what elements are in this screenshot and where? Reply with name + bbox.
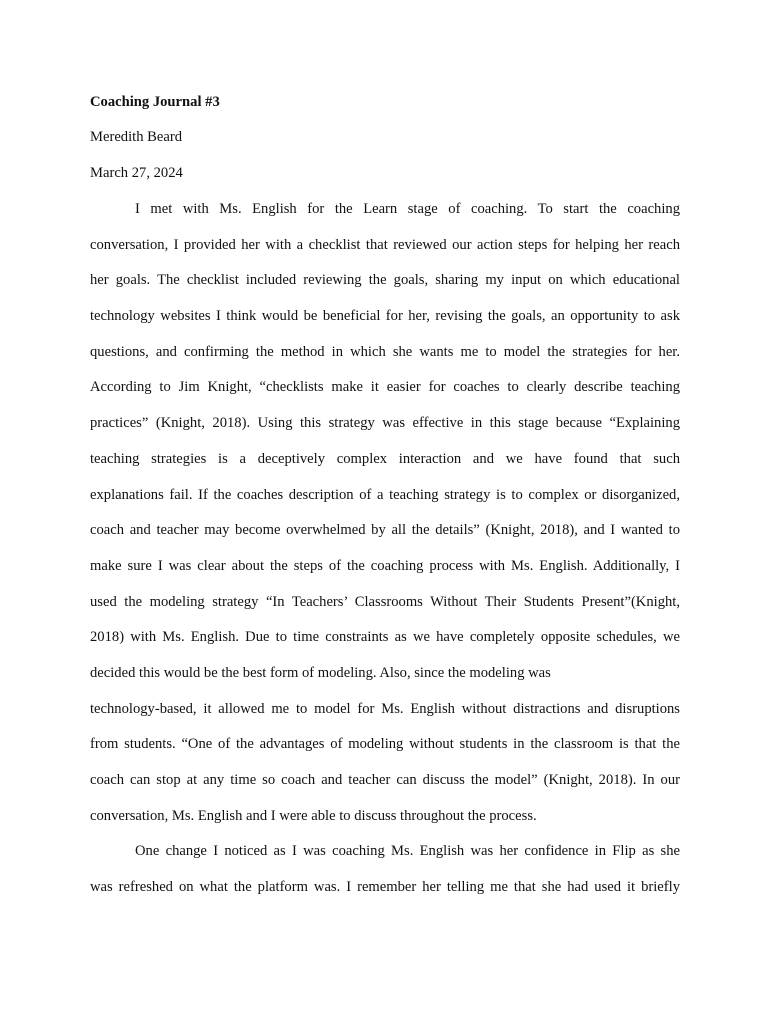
body-line-text: According to Jim Knight, “checklists make it easier for coaches to clearly describe teaching <box>90 379 680 396</box>
body-line-text: used the modeling strategy “In Teachers’ Classrooms Without Their Students Present”(Knight, <box>90 593 680 610</box>
body-line <box>90 700 680 736</box>
body-line <box>90 378 680 414</box>
document-body <box>90 200 680 914</box>
body-line <box>90 343 680 379</box>
body-line-text: technology-based, it allowed me to model for Ms. English without distractions and disruptions <box>90 700 680 717</box>
document-date: March 27, 2024 <box>90 165 183 181</box>
body-line-text: conversation, Ms. English and I were able to discuss throughout the process. <box>90 807 537 824</box>
body-line-text: coach and teacher may become overwhelmed by all the details” (Knight, 2018), and I wanted to <box>90 522 680 539</box>
body-line-text: technology websites I think would be beneficial for her, revising the goals, an opportunity to ask <box>90 308 680 325</box>
body-line <box>90 236 680 272</box>
document-title: Coaching Journal #3 <box>90 94 220 110</box>
author-name: Meredith Beard <box>90 129 182 145</box>
body-line <box>90 628 680 664</box>
body-line <box>90 521 680 557</box>
body-line-text: 2018) with Ms. English. Due to time constraints as we have completely opposite schedules, we <box>90 629 680 646</box>
body-line <box>90 450 680 486</box>
body-line-text: teaching strategies is a deceptively complex interaction and we have found that such <box>90 450 680 467</box>
body-line <box>90 878 680 914</box>
body-line <box>90 414 680 450</box>
body-line <box>90 593 680 629</box>
body-line <box>90 557 680 593</box>
body-line <box>90 771 680 807</box>
body-line-text: her goals. The checklist included reviewing the goals, sharing my input on which educational <box>90 272 680 289</box>
body-line-text: decided this would be the best form of modeling. Also, since the modeling was <box>90 664 551 681</box>
body-line <box>90 486 680 522</box>
body-line <box>90 664 680 700</box>
body-line-text: I met with Ms. English for the Learn stage of coaching. To start the coaching <box>135 201 680 217</box>
body-line-text: was refreshed on what the platform was. I remember her telling me that she had used it briefly <box>90 879 680 896</box>
body-line <box>90 307 680 343</box>
body-line <box>90 735 680 771</box>
body-line-text: practices” (Knight, 2018). Using this strategy was effective in this stage because “Explaining <box>90 415 680 432</box>
body-line-text: conversation, I provided her with a checklist that reviewed our action steps for helping her reach <box>90 236 680 253</box>
body-line-text: make sure I was clear about the steps of the coaching process with Ms. English. Additionally, I <box>90 557 680 574</box>
body-line-text: explanations fail. If the coaches description of a teaching strategy is to complex or disorganized, <box>90 486 680 503</box>
body-line <box>90 271 680 307</box>
body-line-text: from students. “One of the advantages of modeling without students in the classroom is that the <box>90 736 680 753</box>
body-line <box>90 200 680 236</box>
body-line-text: questions, and confirming the method in which she wants me to model the strategies for her. <box>90 343 680 360</box>
body-line <box>90 807 680 843</box>
body-line <box>90 842 680 878</box>
body-line-text: coach can stop at any time so coach and teacher can discuss the model” (Knight, 2018). In our <box>90 772 680 788</box>
body-line-text: One change I noticed as I was coaching Ms. English was her confidence in Flip as she <box>135 843 680 860</box>
